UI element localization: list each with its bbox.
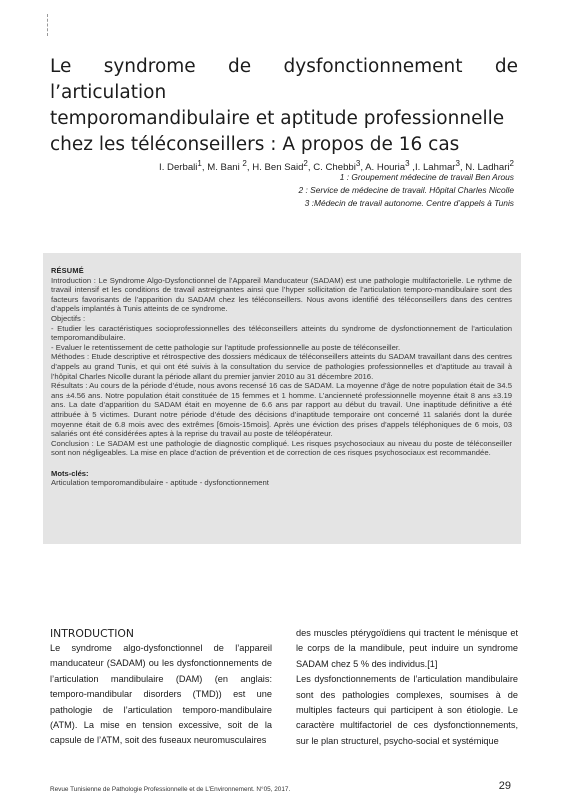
article-title [50,54,518,158]
author-affiliation-number: 3 [455,159,460,168]
keywords-heading: Mots-clés: [51,468,89,478]
abstract-paragraph: Conclusion : Le SADAM est une pathologie de diagnostic compliqué. Les risques psychosociaux au niveau du poste de téléconseiller sont non négligeables. La mise en place d’action de prévention et de correction de ces risques psychosociaux est recommandée. [51,438,512,458]
author-name: C. Chebbi [313,162,356,174]
body-column-left [50,626,272,749]
crop-mark [47,14,48,36]
abstract-paragraph: Introduction : Le Syndrome Algo-Dysfonctionnel de l’Appareil Manducateur (SADAM) est une pathologie multifactorielle. Le rythme de travail intensif et les conditions de travail astreignantes ainsi que l’hyper sollicitation de l’articulation temporo-mandibulaire sont des facteurs favorisants de l’apparition du SADAM chez les téléconseillers. Nous avons identifié des téléconseillers dans des centres d’appels implantés à Tunis atteints de ce syndrome. [51,275,512,314]
page-number: 29 [498,780,511,792]
journal-footer: Revue Tunisienne de Pathologie Professionnelle et de L’Environnement. N°05, 2017. [50,786,291,793]
body-paragraph: des muscles ptérygoïdiens qui tractent le ménisque et le corps de la mandibule, peut induire un syndrome SADAM chez 5 % des individus.[1] [296,628,518,669]
author-separator: , [409,162,415,174]
author-name: N. Ladhari [465,162,510,174]
abstract-box [43,253,521,544]
abstract-paragraph: - Evaluer le retentissement de cette pathologie sur l’aptitude professionnelle au poste de téléconseiller. [51,342,401,352]
affiliation: 2 : Service de médecine de travail. Hôpital Charles Nicolle [298,185,514,195]
affiliation: 3 :Médecin de travail autonome. Centre d’appels à Tunis [304,198,514,208]
abstract-paragraph: Objectifs : [51,313,86,323]
abstract-content [51,266,512,488]
author-affiliation-number: 2 [303,159,308,168]
author-name: M. Bani [207,162,243,174]
author-name: H. Ben Said [252,162,304,174]
author-affiliation-number: 3 [405,159,410,168]
abstract-paragraph: - Etudier les caractéristiques socioprofessionnelles des téléconseillers atteints du syndrome de dysfonctionnement de l’articulation temporomandibulaire. [51,323,512,343]
title-line: temporomandibulaire et aptitude professionnelle [50,108,505,129]
section-heading-introduction: INTRODUCTION [50,627,134,640]
body-column-right [296,626,518,749]
keywords-text: Articulation temporomandibulaire - aptitude - dysfonctionnement [51,478,269,488]
title-line: Le syndrome de dysfonctionnement de l’articulation [50,56,518,103]
abstract-paragraph: Résultats : Au cours de la période d’étude, nous avons recensé 16 cas de SADAM. La moyenne d’âge de notre population était de 34.5 ans ±4.56 ans. Notre population était constituée de 15 femmes et 1 homme. L’ancienneté professionnelle moyenne était 8 ans ±3.19 ans. La date d’apparition du SADAM était en moyenne de 6.6 ans par rapport au début du travail. Une inaptitude définitive a été attribuée à 5 victimes. Durant notre période d’étude des décisions d’inaptitude temporaire ont concerné 11 salariés dont la durée moyenne était de 6.8 mois avec des extrêmes [6mois-15mois]. Après une éviction des prises d’appels téléphoniques de 6 mois, 03 salariés ont été considérées aptes à la reprise du travail au poste de téléopérateur. [51,381,512,439]
author-affiliation-number: 2 [509,159,514,168]
abstract-paragraph: Méthodes : Etude descriptive et rétrospective des dossiers médicaux de téléconseillers atteints du SADAM travaillant dans des centres d’appels au grand Tunis, et qui ont été suivis à la consultation du service de pathologies professionnelles et d’aptitude au travail à l’hôpital Charles Nicolle durant la période allant du premier janvier 2010 au 31 décembre 2016. [51,352,512,381]
author-name: A. Houria [365,162,406,174]
body-paragraph: Le syndrome algo-dysfonctionnel de l’appareil manducateur (SADAM) ou les dysfonctionnements de l’articulation mandibulaire (DAM) (en anglais: temporo-mandibular disorders (TMD)) est une pathologie de l’articulation temporo-mandibulaire (ATM). La mise en tension excessive, soit de la capsule de l’ATM, soit des fuseaux neuromusculaires [50,643,272,746]
body-paragraph: Les dysfonctionnements de l’articulation mandibulaire sont des pathologies complexes, soumises à de multiples facteurs qui participent à son étiologie. Le caractère multifactoriel de ces dysfonctionnements, sur le plan structurel, psycho-social et systémique [296,674,518,746]
author-separator: , [307,162,314,174]
author-affiliation-number: 3 [355,159,361,168]
author-separator: , [201,162,208,174]
author-separator: , [360,162,366,174]
affiliation: 1 : Groupement médecine de travail Ben Arous [339,172,514,182]
author-affiliation-number: 1 [197,159,202,168]
title-line: chez les téléconseillers : A propos de 16 cas [50,134,460,155]
author-separator: , [459,162,466,174]
abstract-heading: RÉSUMÉ [51,266,84,275]
author-name: I. Lahmar [414,162,456,174]
author-separator: , [246,162,253,174]
author-affiliation-number: 2 [242,159,247,168]
author-name: I. Derbali [159,162,198,174]
